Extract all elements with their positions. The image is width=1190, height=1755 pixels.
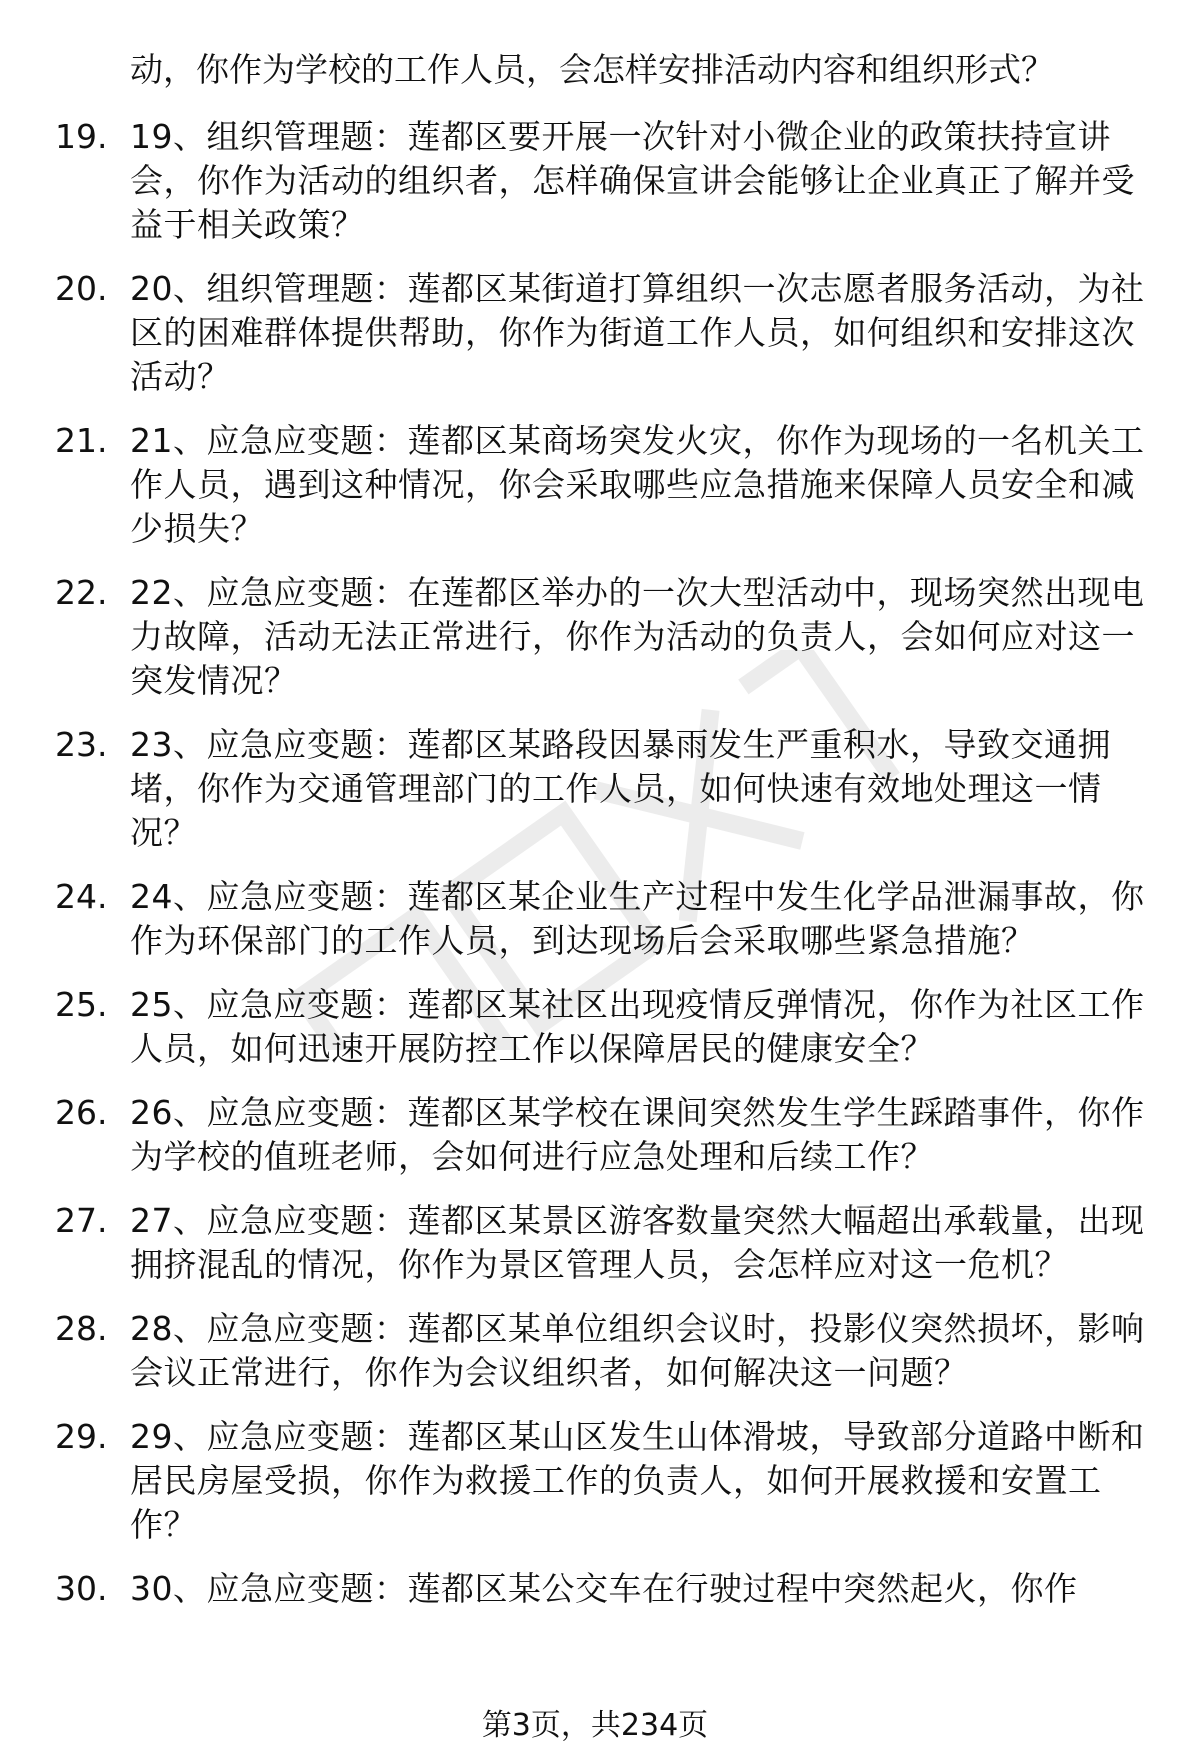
question-number: 28. [55, 1309, 108, 1348]
question-text: 24、应急应变题：莲都区某企业生产过程中发生化学品泄漏事故，你作为环保部门的工作人员，到达现场后会采取哪些紧急措施？ [130, 877, 1145, 960]
question-number: 27. [55, 1201, 108, 1240]
question-number: 22. [55, 573, 108, 612]
question-number: 30. [55, 1569, 108, 1608]
list-item [0, 1567, 1190, 1611]
list-item [0, 115, 1190, 247]
question-text: 23、应急应变题：莲都区某路段因暴雨发生严重积水，导致交通拥堵，你作为交通管理部门的工作人员，如何快速有效地处理这一情况？ [130, 725, 1111, 852]
question-text: 30、应急应变题：莲都区某公交车在行驶过程中突然起火，你作 [130, 1569, 1078, 1608]
list-item [0, 571, 1190, 703]
question-text: 29、应急应变题：莲都区某山区发生山体滑坡，导致部分道路中断和居民房屋受损，你作为救援工作的负责人，如何开展救援和安置工作？ [130, 1417, 1145, 1544]
question-text: 22、应急应变题：在莲都区举办的一次大型活动中，现场突然出现电力故障，活动无法正常进行，你作为活动的负责人，会如何应对这一突发情况？ [130, 573, 1145, 700]
question-number: 24. [55, 877, 108, 916]
question-list [0, 115, 1190, 1631]
question-text: 21、应急应变题：莲都区某商场突发火灾，你作为现场的一名机关工作人员，遇到这种情况，你会采取哪些应急措施来保障人员安全和减少损失？ [130, 421, 1145, 548]
question-number: 20. [55, 269, 108, 308]
list-item [0, 1415, 1190, 1547]
question-text: 26、应急应变题：莲都区某学校在课间突然发生学生踩踏事件，你作为学校的值班老师，会如何进行应急处理和后续工作？ [130, 1093, 1145, 1176]
list-item [0, 875, 1190, 963]
continuation-text: 动，你作为学校的工作人员，会怎样安排活动内容和组织形式？ [130, 50, 1054, 89]
question-text: 25、应急应变题：莲都区某社区出现疫情反弹情况，你作为社区工作人员，如何迅速开展防控工作以保障居民的健康安全？ [130, 985, 1145, 1068]
list-item [0, 1091, 1190, 1179]
question-number: 26. [55, 1093, 108, 1132]
question-text: 19、组织管理题：莲都区要开展一次针对小微企业的政策扶持宣讲会，你作为活动的组织者，怎样确保宣讲会能够让企业真正了解并受益于相关政策？ [130, 117, 1135, 244]
question-number: 23. [55, 725, 108, 764]
list-item [0, 419, 1190, 551]
list-item [0, 1307, 1190, 1395]
question-number: 29. [55, 1417, 108, 1456]
list-item [0, 723, 1190, 855]
question-text: 27、应急应变题：莲都区某景区游客数量突然大幅超出承载量，出现拥挤混乱的情况，你作为景区管理人员，会怎样应对这一危机？ [130, 1201, 1145, 1284]
question-number: 25. [55, 985, 108, 1024]
list-item [0, 983, 1190, 1071]
question-text: 20、组织管理题：莲都区某街道打算组织一次志愿者服务活动，为社区的困难群体提供帮助，你作为街道工作人员，如何组织和安排这次活动？ [130, 269, 1145, 396]
question-number: 21. [55, 421, 108, 460]
list-item [0, 267, 1190, 399]
page-footer: 第3页，共234页 [481, 1708, 709, 1743]
list-item [0, 1199, 1190, 1287]
question-number: 19. [55, 117, 108, 156]
question-text: 28、应急应变题：莲都区某单位组织会议时，投影仪突然损坏，影响会议正常进行，你作为会议组织者，如何解决这一问题？ [130, 1309, 1145, 1392]
